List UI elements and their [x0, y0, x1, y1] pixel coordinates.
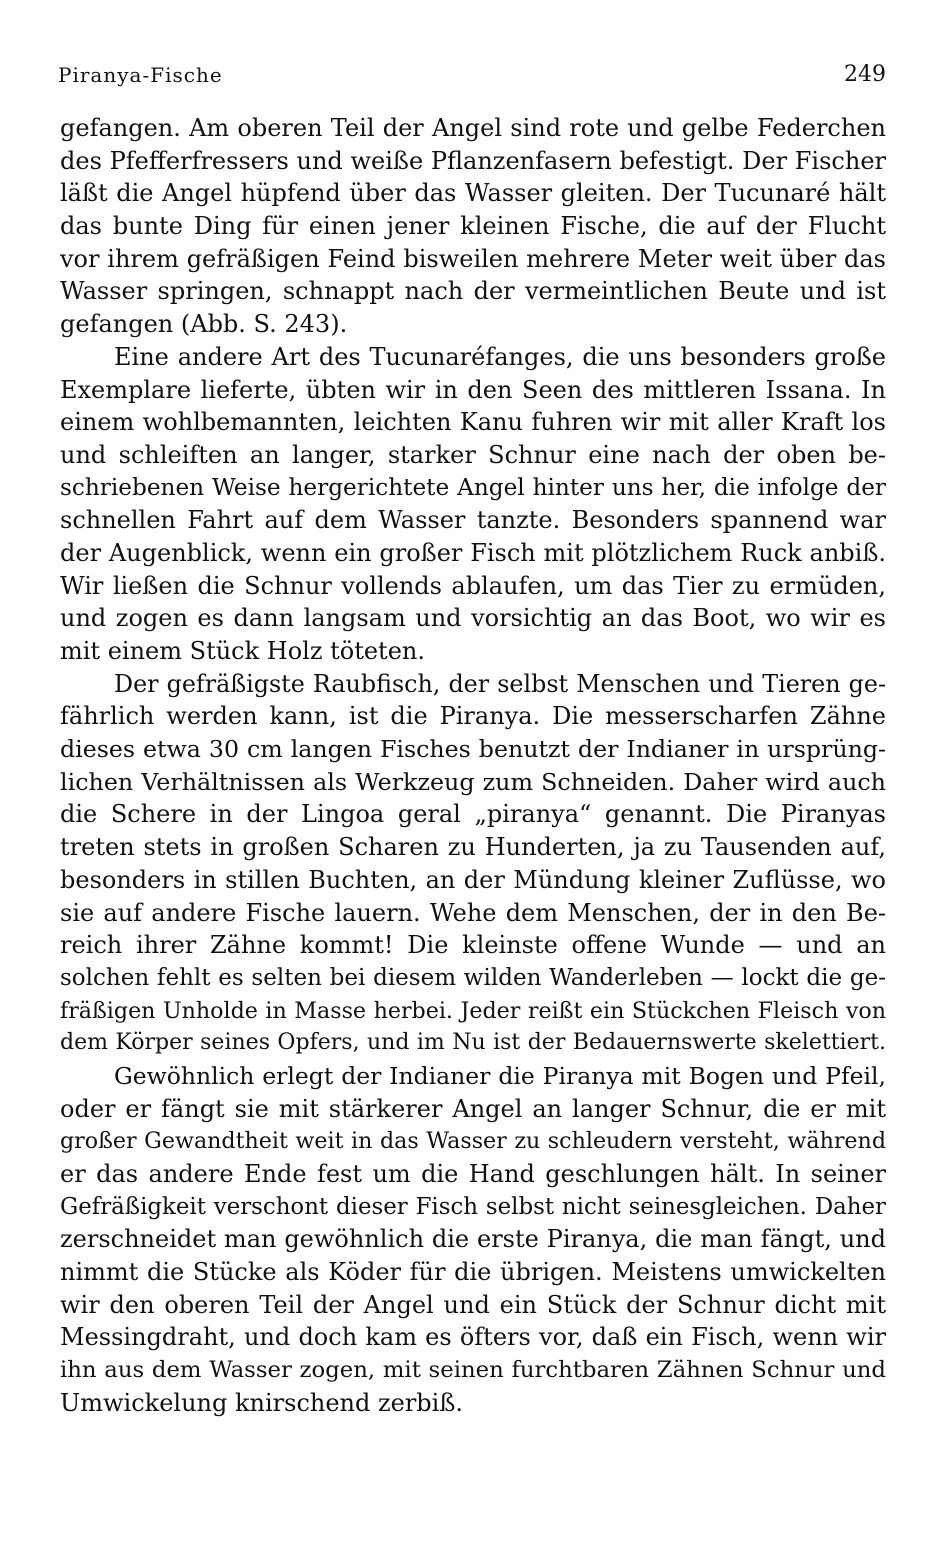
text-line: Wir ließen die Schnur vollends ablaufen, um das Tier zu ermüden,	[60, 571, 886, 600]
text-line: Gefräßigkeit verschont dieser Fisch selbst nicht seinesgleichen. Daher	[60, 1193, 886, 1220]
text-line: einem wohlbemannten, leichten Kanu fuhren wir mit aller Kraft los	[60, 408, 886, 437]
text-line: solchen fehlt es selten bei diesem wilden Wanderleben — lockt die ge-	[60, 964, 886, 991]
text-line: ihn aus dem Wasser zogen, mit seinen furchtbaren Zähnen Schnur und	[60, 1357, 886, 1384]
text-line: vor ihrem gefräßigen Feind bisweilen mehrere Meter weit über das	[60, 244, 886, 273]
text-line: läßt die Angel hüpfend über das Wasser gleiten. Der Tucunaré hält	[60, 179, 886, 208]
text-line: das bunte Ding für einen jener kleinen Fische, die auf der Flucht	[60, 212, 886, 241]
text-line: dieses etwa 30 cm langen Fisches benutzt der Indianer in ursprüng-	[60, 735, 886, 764]
text-line: und schleiften an langer, starker Schnur eine nach der oben be-	[60, 440, 886, 469]
paragraph-2	[60, 341, 886, 668]
text-line: Der gefräßigste Raubfisch, der selbst Menschen und Tieren ge-	[114, 669, 886, 698]
text-line: zerschneidet man gewöhnlich die erste Piranya, die man fängt, und	[60, 1225, 886, 1254]
text-line: besonders in stillen Buchten, an der Mündung kleiner Zuflüsse, wo	[60, 865, 886, 894]
text-line: des Pfefferfressers und weiße Pflanzenfasern befestigt. Der Fischer	[60, 146, 886, 175]
text-line: der Augenblick, wenn ein großer Fisch mit plötzlichem Ruck anbiß.	[60, 538, 886, 567]
text-line: sie auf andere Fische lauern. Wehe dem Menschen, der in den Be-	[60, 898, 886, 927]
text-line: reich ihrer Zähne kommt! Die kleinste offene Wunde — und an	[60, 931, 886, 960]
text-line: gefangen. Am oberen Teil der Angel sind rote und gelbe Federchen	[60, 114, 886, 142]
text-line: oder er fängt sie mit stärkerer Angel an langer Schnur, die er mit	[60, 1094, 886, 1123]
text-line: fräßigen Unholde in Masse herbei. Jeder reißt ein Stückchen Fleisch von	[60, 997, 886, 1024]
paragraph-1	[60, 112, 886, 341]
page-number: 249	[844, 62, 886, 87]
text-line: treten stets in großen Scharen zu Hunderten, ja zu Tausenden auf,	[60, 833, 886, 862]
text-line: Umwickelung knirschend zerbiß.	[60, 1388, 464, 1417]
text-line: Eine andere Art des Tucunaréfanges, die uns besonders große	[114, 342, 886, 371]
paragraph-4	[60, 1060, 886, 1420]
text-line: wir den oberen Teil der Angel und ein Stück der Schnur dicht mit	[60, 1290, 886, 1319]
paragraph-3	[60, 668, 886, 1060]
text-line: Exemplare lieferte, übten wir in den Seen des mittleren Issana. In	[60, 375, 886, 404]
text-line: fährlich werden kann, ist die Piranya. Die messerscharfen Zähne	[60, 702, 886, 731]
text-line: schnellen Fahrt auf dem Wasser tanzte. Besonders spannend war	[60, 506, 886, 535]
text-line: Wasser springen, schnappt nach der vermeintlichen Beute und ist	[60, 277, 886, 306]
body-text	[60, 112, 886, 1420]
text-line: lichen Verhältnissen als Werkzeug zum Schneiden. Daher wird auch	[60, 767, 886, 796]
text-line: mit einem Stück Holz töteten.	[60, 637, 425, 665]
text-line: gefangen (Abb. S. 243).	[60, 310, 348, 339]
text-line: dem Körper seines Opfers, und im Nu ist der Bedauernswerte skelettiert.	[60, 1030, 886, 1056]
text-line: er das andere Ende fest um die Hand geschlungen hält. In seiner	[60, 1160, 886, 1188]
text-line: großer Gewandtheit weit in das Wasser zu schleudern versteht, während	[60, 1128, 886, 1155]
text-line: Gewöhnlich erlegt der Indianer die Piranya mit Bogen und Pfeil,	[114, 1061, 886, 1090]
running-head	[58, 58, 886, 92]
text-line: die Schere in der Lingoa geral „piranya“ genannt. Die Piranyas	[60, 800, 886, 829]
text-line: und zogen es dann langsam und vorsichtig an das Boot, wo wir es	[60, 604, 886, 633]
text-line: Messingdraht, und doch kam es öfters vor, daß ein Fisch, wenn wir	[60, 1323, 886, 1352]
running-head-title: Piranya-Fische	[58, 63, 223, 87]
text-line: nimmt die Stücke als Köder für die übrigen. Meistens umwickelten	[60, 1258, 886, 1287]
text-line: schriebenen Weise hergerichtete Angel hinter uns her, die infolge der	[60, 473, 886, 501]
